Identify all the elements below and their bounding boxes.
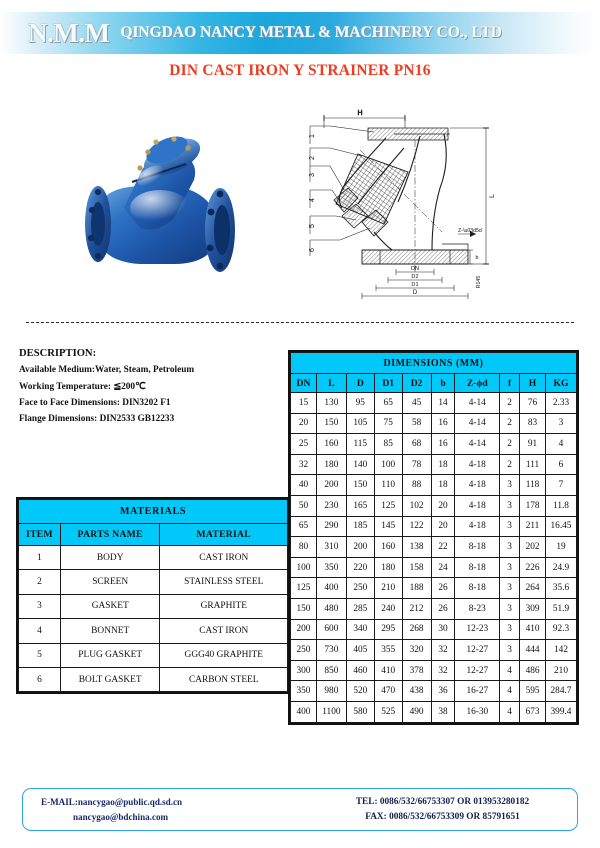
table-cell: 850 xyxy=(316,660,346,681)
header-banner xyxy=(0,12,600,54)
table-cell: 130 xyxy=(316,393,346,414)
table-cell: 202 xyxy=(520,537,546,558)
table-cell: 150 xyxy=(346,475,374,496)
table-cell: 83 xyxy=(520,413,546,434)
table-cell: 160 xyxy=(316,434,346,455)
table-cell: CAST IRON xyxy=(160,546,288,570)
table-cell: 210 xyxy=(374,578,402,599)
table-row xyxy=(19,594,288,618)
table-cell: 115 xyxy=(346,434,374,455)
table-row xyxy=(291,578,577,599)
svg-text:1: 1 xyxy=(309,134,316,138)
table-row xyxy=(291,393,577,414)
table-cell: 100 xyxy=(291,557,317,578)
table-cell: 16-27 xyxy=(455,681,500,702)
svg-text:4: 4 xyxy=(309,198,316,202)
table-cell: 980 xyxy=(316,681,346,702)
table-cell: 250 xyxy=(346,578,374,599)
table-row xyxy=(291,701,577,722)
table-cell: 165 xyxy=(346,495,374,516)
table-row xyxy=(291,598,577,619)
table-cell: 11.8 xyxy=(546,495,577,516)
table-cell: 268 xyxy=(402,619,431,640)
table-cell: 2.33 xyxy=(546,393,577,414)
table-cell: 50 xyxy=(291,495,317,516)
svg-text:D1: D1 xyxy=(411,282,419,288)
table-cell: 4 xyxy=(500,701,520,722)
table-cell: 2 xyxy=(500,413,520,434)
table-cell: 320 xyxy=(402,640,431,661)
svg-text:H: H xyxy=(357,110,363,117)
table-cell: PLUG GASKET xyxy=(60,643,160,667)
description-block xyxy=(19,346,281,427)
description-line-temperature: Working Temperature: ≦200℃ xyxy=(19,381,146,392)
table-cell: 51.9 xyxy=(546,598,577,619)
table-cell: 350 xyxy=(316,557,346,578)
dimensions-col-2: D xyxy=(346,374,374,393)
table-cell: 26 xyxy=(431,578,455,599)
table-cell: 105 xyxy=(346,413,374,434)
table-cell: 1 xyxy=(19,546,61,570)
table-cell: 88 xyxy=(402,475,431,496)
table-cell: 25 xyxy=(291,434,317,455)
dimensions-table-title: DIMENSIONS (MM) xyxy=(291,353,577,374)
table-row xyxy=(291,660,577,681)
table-cell: 8-18 xyxy=(455,578,500,599)
svg-text:3: 3 xyxy=(309,173,316,177)
table-cell: 125 xyxy=(374,495,402,516)
table-cell: 4-14 xyxy=(455,434,500,455)
footer-phone-block xyxy=(308,795,577,824)
table-row xyxy=(291,413,577,434)
materials-header-row xyxy=(19,524,288,546)
description-line-flange: Flange Dimensions: DIN2533 GB12233 xyxy=(19,414,175,425)
table-cell: 16.45 xyxy=(546,516,577,537)
table-cell: 185 xyxy=(346,516,374,537)
table-cell: 24.9 xyxy=(546,557,577,578)
product-photo xyxy=(48,112,258,297)
table-cell: 226 xyxy=(520,557,546,578)
table-cell: 290 xyxy=(316,516,346,537)
materials-col-item: ITEM xyxy=(19,524,61,546)
table-cell: 91 xyxy=(520,434,546,455)
table-cell: 178 xyxy=(520,495,546,516)
table-cell: 250 xyxy=(291,640,317,661)
table-cell: CARBON STEEL xyxy=(160,667,288,691)
table-cell: 7 xyxy=(546,475,577,496)
dimensions-header-row xyxy=(291,374,577,393)
table-cell: 158 xyxy=(402,557,431,578)
table-row xyxy=(291,495,577,516)
table-cell: 3 xyxy=(19,594,61,618)
table-cell: 444 xyxy=(520,640,546,661)
table-cell: 673 xyxy=(520,701,546,722)
table-cell: CAST IRON xyxy=(160,619,288,643)
company-logo-mark: N.M.M xyxy=(28,17,110,48)
svg-text:6: 6 xyxy=(309,248,316,252)
table-cell: 4-18 xyxy=(455,454,500,475)
table-cell: 68 xyxy=(402,434,431,455)
table-cell: 600 xyxy=(316,619,346,640)
table-cell: 310 xyxy=(316,537,346,558)
table-cell: 438 xyxy=(402,681,431,702)
table-cell: 340 xyxy=(346,619,374,640)
table-cell: 284.7 xyxy=(546,681,577,702)
table-cell: GGG40 GRAPHITE xyxy=(160,643,288,667)
table-cell: 32 xyxy=(431,640,455,661)
table-cell: 32 xyxy=(431,660,455,681)
table-cell: 12-23 xyxy=(455,619,500,640)
table-cell: 300 xyxy=(291,660,317,681)
materials-table-title: MATERIALS xyxy=(19,500,288,524)
table-cell: 264 xyxy=(520,578,546,599)
table-cell: 4 xyxy=(546,434,577,455)
svg-text:Z-\u03d5d: Z-\u03d5d xyxy=(458,228,482,234)
table-cell: SCREEN xyxy=(60,570,160,594)
table-cell: 285 xyxy=(346,598,374,619)
table-cell: GASKET xyxy=(60,594,160,618)
table-cell: 85 xyxy=(374,434,402,455)
table-row xyxy=(291,619,577,640)
table-row xyxy=(291,475,577,496)
table-cell: 490 xyxy=(402,701,431,722)
table-cell: 102 xyxy=(402,495,431,516)
description-line-medium: Available Medium:Water, Steam, Petroleum xyxy=(19,365,195,376)
table-cell: 210 xyxy=(546,660,577,681)
materials-col-material: MATERIAL xyxy=(160,524,288,546)
svg-text:2: 2 xyxy=(309,156,316,160)
table-cell: 65 xyxy=(291,516,317,537)
table-cell: 400 xyxy=(291,701,317,722)
dimensions-col-1: L xyxy=(316,374,346,393)
dimensions-col-6: Z-ϕd xyxy=(455,374,500,393)
table-cell: 36 xyxy=(431,681,455,702)
table-cell: 212 xyxy=(402,598,431,619)
table-cell: 4-18 xyxy=(455,475,500,496)
table-cell: 100 xyxy=(374,454,402,475)
table-cell: 525 xyxy=(374,701,402,722)
table-cell: 180 xyxy=(316,454,346,475)
table-row xyxy=(291,434,577,455)
table-cell: 6 xyxy=(19,667,61,691)
table-cell: 8-23 xyxy=(455,598,500,619)
table-cell: 160 xyxy=(374,537,402,558)
table-cell: 4-18 xyxy=(455,495,500,516)
table-cell: 200 xyxy=(316,475,346,496)
table-cell: 24 xyxy=(431,557,455,578)
table-cell: 125 xyxy=(291,578,317,599)
footer-fax: FAX: 0086/532/66753309 OR 85791651 xyxy=(365,811,520,822)
table-cell: 4 xyxy=(19,619,61,643)
table-cell: 18 xyxy=(431,475,455,496)
table-row xyxy=(291,516,577,537)
dimensions-table-container xyxy=(288,350,579,725)
table-cell: 4-18 xyxy=(455,516,500,537)
table-cell: 58 xyxy=(402,413,431,434)
table-cell: 470 xyxy=(374,681,402,702)
table-cell: 295 xyxy=(374,619,402,640)
table-cell: 8-18 xyxy=(455,537,500,558)
table-cell: 6 xyxy=(546,454,577,475)
table-cell: 188 xyxy=(402,578,431,599)
table-cell: GRAPHITE xyxy=(160,594,288,618)
table-cell: 355 xyxy=(374,640,402,661)
table-cell: 26 xyxy=(431,598,455,619)
table-cell: 2 xyxy=(500,454,520,475)
company-name: QINGDAO NANCY METAL & MACHINERY CO., LTD xyxy=(120,24,502,41)
table-cell: STAINLESS STEEL xyxy=(160,570,288,594)
section-divider xyxy=(26,322,574,323)
table-cell: 405 xyxy=(346,640,374,661)
dimensions-col-5: b xyxy=(431,374,455,393)
table-row xyxy=(19,546,288,570)
table-cell: 14 xyxy=(431,393,455,414)
page-title: DIN CAST IRON Y STRAINER PN16 xyxy=(169,62,431,79)
table-cell: 118 xyxy=(520,475,546,496)
table-row xyxy=(291,640,577,661)
table-cell: 140 xyxy=(346,454,374,475)
table-cell: 78 xyxy=(402,454,431,475)
svg-text:DN: DN xyxy=(410,266,420,272)
table-cell: 399.4 xyxy=(546,701,577,722)
table-cell: 65 xyxy=(374,393,402,414)
table-cell: 3 xyxy=(500,619,520,640)
table-cell: 3 xyxy=(500,578,520,599)
table-cell: 20 xyxy=(431,495,455,516)
table-cell: 3 xyxy=(500,495,520,516)
dimensions-col-8: H xyxy=(520,374,546,393)
table-cell: 580 xyxy=(346,701,374,722)
footer-email-secondary[interactable]: nancygao@bdchina.com xyxy=(73,811,169,822)
table-cell: 4 xyxy=(500,660,520,681)
svg-text:b: b xyxy=(475,255,479,261)
table-cell: 76 xyxy=(520,393,546,414)
table-cell: 595 xyxy=(520,681,546,702)
table-cell: 3 xyxy=(500,516,520,537)
table-cell: 480 xyxy=(316,598,346,619)
table-cell: 20 xyxy=(431,516,455,537)
table-cell: 1100 xyxy=(316,701,346,722)
table-cell: 2 xyxy=(19,570,61,594)
svg-text:L: L xyxy=(489,194,496,198)
table-cell: 92.3 xyxy=(546,619,577,640)
footer-contact-box xyxy=(22,788,578,831)
svg-text:5: 5 xyxy=(309,224,316,228)
materials-table-container xyxy=(16,497,290,694)
table-cell: 122 xyxy=(402,516,431,537)
table-row xyxy=(291,454,577,475)
table-cell: 460 xyxy=(346,660,374,681)
table-row xyxy=(19,570,288,594)
technical-drawing xyxy=(300,104,500,299)
table-cell: 4-14 xyxy=(455,393,500,414)
table-cell: 200 xyxy=(346,537,374,558)
table-cell: 4-14 xyxy=(455,413,500,434)
table-cell: 12-27 xyxy=(455,640,500,661)
table-row xyxy=(291,681,577,702)
table-row xyxy=(19,619,288,643)
table-cell: 378 xyxy=(402,660,431,681)
table-cell: 8-18 xyxy=(455,557,500,578)
table-cell: 150 xyxy=(291,598,317,619)
description-line-face-to-face: Face to Face Dimensions: DIN3202 F1 xyxy=(19,397,171,408)
table-cell: 240 xyxy=(374,598,402,619)
table-cell: 486 xyxy=(520,660,546,681)
table-row xyxy=(19,667,288,691)
table-cell: 75 xyxy=(374,413,402,434)
table-cell: BONNET xyxy=(60,619,160,643)
table-cell: 22 xyxy=(431,537,455,558)
table-cell: 145 xyxy=(374,516,402,537)
table-cell: 2 xyxy=(500,434,520,455)
table-cell: 35.6 xyxy=(546,578,577,599)
svg-text:D: D xyxy=(412,289,418,296)
footer-email-primary[interactable]: E-MAIL:nancygao@public.qd.sd.cn xyxy=(41,797,183,807)
table-cell: 12-27 xyxy=(455,660,500,681)
table-cell: 19 xyxy=(546,537,577,558)
table-cell: BODY xyxy=(60,546,160,570)
table-cell: BOLT GASKET xyxy=(60,667,160,691)
table-cell: 45 xyxy=(402,393,431,414)
table-cell: 3 xyxy=(500,537,520,558)
dimensions-table xyxy=(290,352,577,723)
table-cell: 3 xyxy=(546,413,577,434)
table-cell: 20 xyxy=(291,413,317,434)
table-cell: 4 xyxy=(500,681,520,702)
table-row xyxy=(291,537,577,558)
table-cell: 520 xyxy=(346,681,374,702)
table-cell: 2 xyxy=(500,393,520,414)
description-heading: DESCRIPTION: xyxy=(19,348,97,359)
table-cell: 3 xyxy=(500,557,520,578)
dimensions-col-9: KG xyxy=(546,374,577,393)
table-cell: 95 xyxy=(346,393,374,414)
table-cell: 410 xyxy=(520,619,546,640)
materials-col-parts-name: PARTS NAME xyxy=(60,524,160,546)
table-cell: 138 xyxy=(402,537,431,558)
table-cell: 16 xyxy=(431,413,455,434)
table-cell: 200 xyxy=(291,619,317,640)
table-row xyxy=(291,557,577,578)
footer-email-block xyxy=(23,795,308,824)
table-cell: 3 xyxy=(500,640,520,661)
svg-text:D2: D2 xyxy=(411,274,419,280)
table-cell: 230 xyxy=(316,495,346,516)
table-cell: 110 xyxy=(374,475,402,496)
dimensions-col-3: D1 xyxy=(374,374,402,393)
table-cell: 730 xyxy=(316,640,346,661)
svg-text:R145: R145 xyxy=(476,275,482,289)
table-cell: 30 xyxy=(431,619,455,640)
dimensions-col-7: f xyxy=(500,374,520,393)
table-cell: 15 xyxy=(291,393,317,414)
table-cell: 3 xyxy=(500,475,520,496)
table-cell: 38 xyxy=(431,701,455,722)
table-cell: 220 xyxy=(346,557,374,578)
table-cell: 80 xyxy=(291,537,317,558)
table-cell: 16-30 xyxy=(455,701,500,722)
dimensions-col-4: D2 xyxy=(402,374,431,393)
table-cell: 410 xyxy=(374,660,402,681)
dimensions-col-0: DN xyxy=(291,374,317,393)
footer-telephone: TEL: 0086/532/66753307 OR 013953280182 xyxy=(355,797,530,807)
table-cell: 211 xyxy=(520,516,546,537)
table-cell: 180 xyxy=(374,557,402,578)
table-cell: 40 xyxy=(291,475,317,496)
materials-table xyxy=(18,499,288,692)
table-cell: 350 xyxy=(291,681,317,702)
table-cell: 3 xyxy=(500,598,520,619)
table-cell: 111 xyxy=(520,454,546,475)
table-cell: 18 xyxy=(431,454,455,475)
table-cell: 400 xyxy=(316,578,346,599)
table-cell: 5 xyxy=(19,643,61,667)
table-row xyxy=(19,643,288,667)
table-cell: 32 xyxy=(291,454,317,475)
table-cell: 150 xyxy=(316,413,346,434)
table-cell: 142 xyxy=(546,640,577,661)
table-cell: 16 xyxy=(431,434,455,455)
table-cell: 309 xyxy=(520,598,546,619)
